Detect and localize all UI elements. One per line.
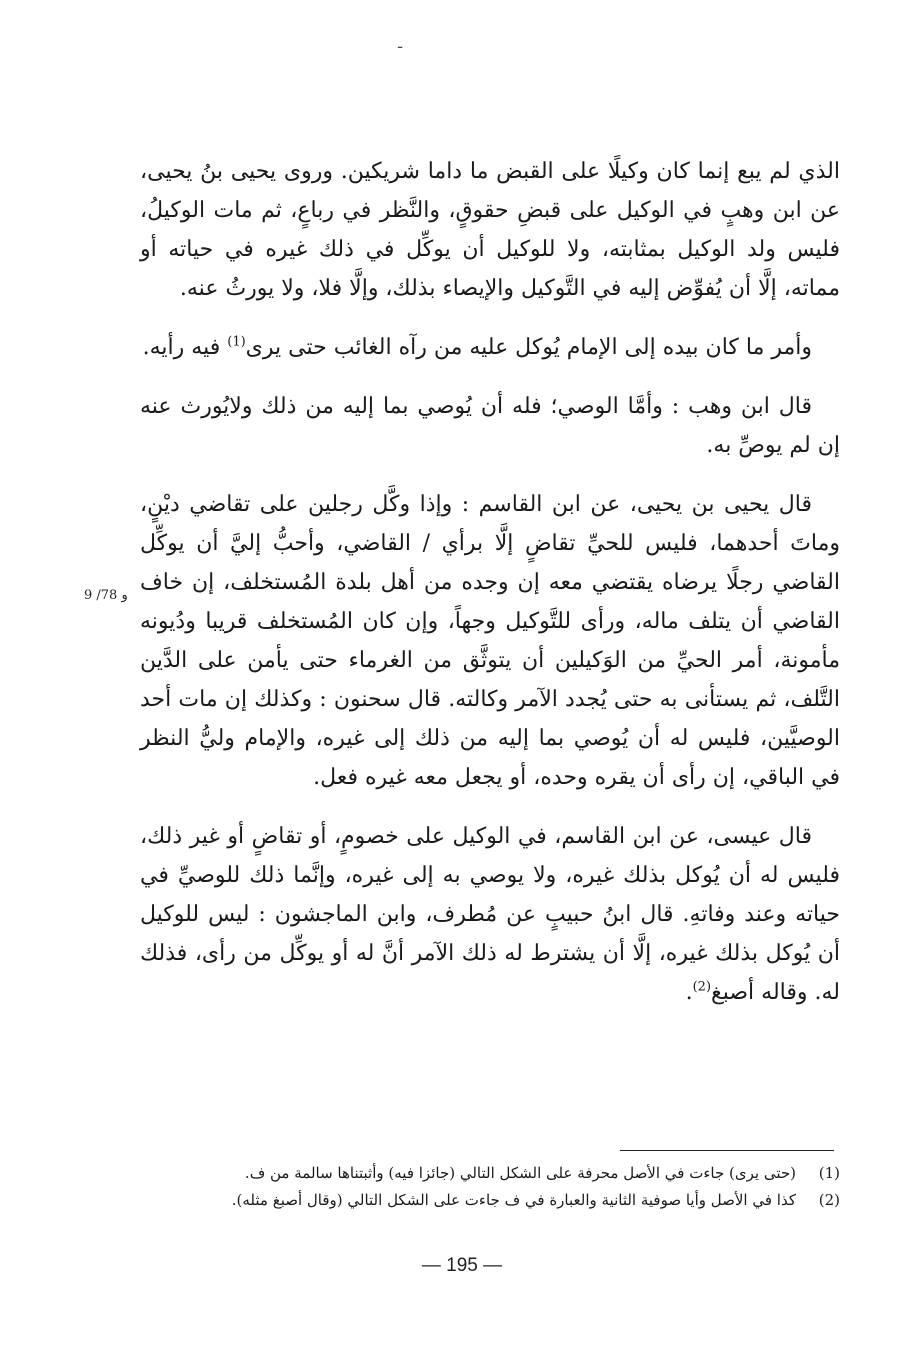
footnote-2-text: كذا في الأصل وأيا صوفية الثانية والعبارة في ف جاءت على الشكل التالي (وقال أصبغ مثله). xyxy=(231,1191,796,1209)
footnote-1-number: (1) xyxy=(818,1164,840,1182)
footnote-ref-1: (1) xyxy=(227,334,246,350)
paragraph-2-text: وأمر ما كان بيده إلى الإمام يُوكل عليه من رآه الغائب حتى يرى xyxy=(245,335,812,360)
paragraph-4: قال يحيى بن يحيى، عن ابن القاسم : وإذا وكَّل رجلين على تقاضي ديْنٍ، وماتَ أحدهما، فليس للحيِّ تقاضٍ إلَّا برأي / القاضي، وأحبُّ إليَّ أن يوكِّل القاضي رجلًا يرضاه يقتضي معه إن وجده من أهل بلدة المُستخلف، إن خاف القاضي أن يتلف ماله، ورأى للتَّوكيل وجهاً، وإن كان المُستخلف قريبا ودُيونه مأمونة، أمر الحيِّ من الوَكيلين أن يتوثَّق من الغرماء حتى يأمن على الدَّين التَّلف، ثم يستأنى به حتى يُجدد الآمر وكالته. قال سحنون : وكذلك إن مات أحد الوصيَّين، فليس له أن يُوصي بما إليه من ذلك إلى غيره، والإمام وليُّ النظر في الباقي، إن رأى أن يقره وحده، أو يجعل معه غيره فعل. xyxy=(140,492,840,790)
footnote-ref-2: (2) xyxy=(692,979,712,995)
paragraph-1: الذي لم يبع إنما كان وكيلًا على القبض ما داما شريكين. وروى يحيى بنُ يحيى، عن ابن وهبٍ في الوكيل على قبضِ حقوقٍ، والنَّظر في رباعٍ، ثم مات الوكيلُ، فليس ولد الوكيل بمثابته، ولا للوكيل أن يوكِّل في ذلك غيره في حياته أو مماته، إلَّا أن يُفوِّض إليه في التَّوكيل والإيصاء بذلك، وإلَّا فلا، ولا يورثُ عنه. xyxy=(140,159,840,301)
page-number: — 195 — xyxy=(421,1255,503,1276)
paragraph-3: قال ابن وهب : وأمَّا الوصي؛ فله أن يُوصي بما إليه من ذلك ولايُورث عنه إن لم يوصِّ به. xyxy=(140,394,840,458)
footnote-1-text: (حتى يرى) جاءت في الأصل محرفة على الشكل التالي (جائزا فيه) وأثبتناها سالمة من ف. xyxy=(244,1164,796,1182)
footnotes xyxy=(160,1160,840,1214)
paragraph-2-end: فيه رأيه. xyxy=(142,335,228,360)
footnote-1 xyxy=(160,1160,840,1187)
paragraph-5-end: . xyxy=(685,980,693,1005)
footnote-divider xyxy=(620,1150,834,1151)
footnote-2 xyxy=(160,1187,840,1214)
paragraph-2 xyxy=(140,328,840,367)
paragraph-5 xyxy=(140,817,840,1012)
footnote-2-number: (2) xyxy=(818,1191,840,1209)
manuscript-folio-ref: 9 /78 و xyxy=(84,588,128,603)
top-mark: ـ xyxy=(398,36,403,52)
main-text xyxy=(140,152,840,1032)
paragraph-5-text: قال عيسى، عن ابن القاسم، في الوكيل على خصومٍ، أو تقاضٍ أو غير ذلك، فليس له أن يُوكل بذلك غيره، ولا يوصي به إلى غيره، وإنَّما ذلك للوصيِّ في حياته وعند وفاتهِ. قال ابنُ حبيبٍ عن مُطرف، وابن الماجشون : ليس للوكيل أن يُوكل بذلك غيره، إلَّا أن يشترط له ذلك الآمر أنَّ له أو يوكِّل من رأى، فذلك له. وقاله أصبغ xyxy=(140,824,840,1005)
